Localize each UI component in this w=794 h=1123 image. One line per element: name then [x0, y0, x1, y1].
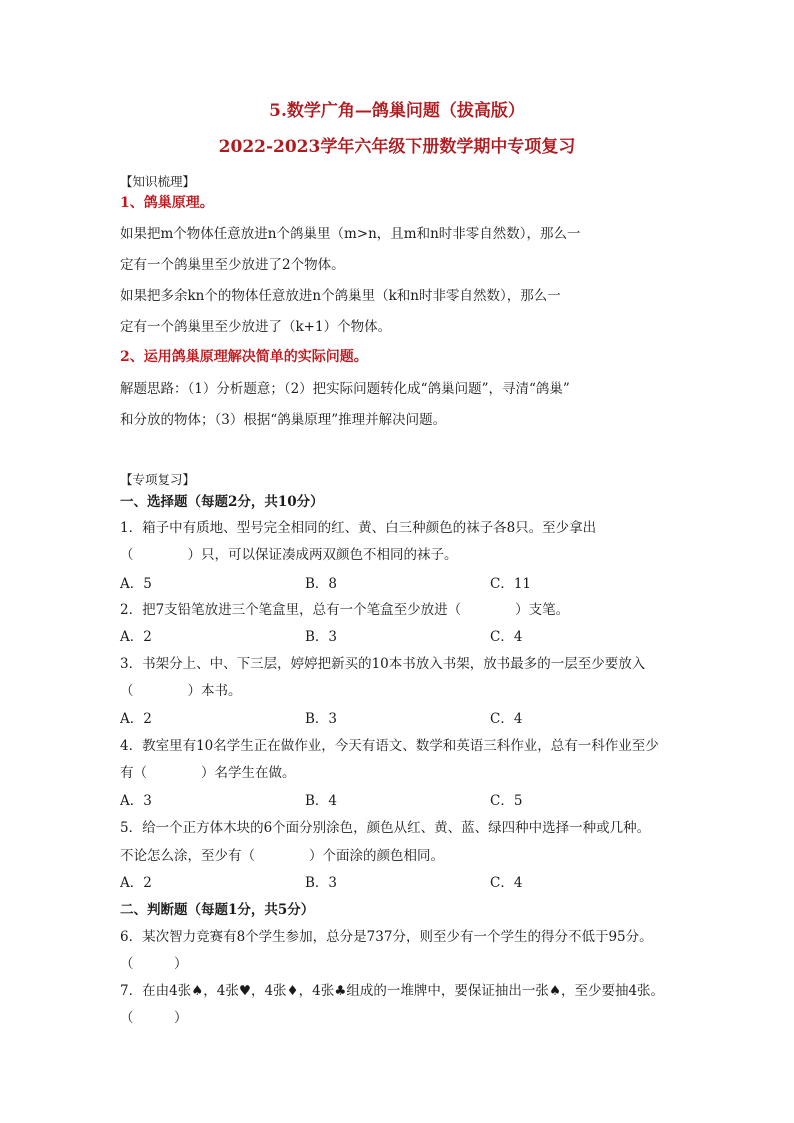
question-4-text: 有（ ）名学生在做。 [120, 765, 296, 781]
page-subtitle: 2022-2023学年六年级下册数学期中专项复习 [218, 137, 576, 157]
question-5-text: 5．给一个正方体木块的6个面分别涂色，颜色从红、黄、蓝、绿四种中选择一种或几种。 [120, 820, 651, 836]
option-a[interactable]: A．2 [120, 629, 152, 645]
knowledge-text: 定有一个鸽巢里至少放进了（k+1）个物体。 [120, 319, 392, 335]
page-title: 5.数学广角—鸽巢问题（拔高版） [269, 101, 525, 121]
knowledge-text: 如果把多余kn个的物体任意放进n个鸽巢里（k和n时非零自然数），那么一 [120, 288, 561, 304]
option-c[interactable]: C．4 [490, 711, 523, 727]
section-heading-choice: 一、选择题（每题2分，共10分） [120, 494, 324, 510]
option-c[interactable]: C．4 [490, 875, 523, 891]
question-6-text: 6．某次智力竞赛有8个学生参加，总分是737分，则至少有一个学生的得分不低于95分。 [120, 929, 653, 945]
option-b[interactable]: B．3 [305, 711, 338, 727]
option-b[interactable]: B．8 [305, 576, 338, 592]
question-3-text: （ ）本书。 [120, 683, 242, 699]
option-b[interactable]: B．4 [305, 793, 338, 809]
question-7-text: 7．在由4张♠，4张♥，4张♦，4张♣组成的一堆牌中，要保证抽出一张♠，至少要抽4张。 [120, 983, 665, 999]
knowledge-text: 如果把m个物体任意放进n个鸽巢里（m>n，且m和n时非零自然数），那么一 [120, 226, 581, 242]
answer-blank[interactable]: （ ） [120, 1010, 188, 1026]
option-c[interactable]: C．5 [490, 793, 523, 809]
question-1-text: （ ）只，可以保证凑成两双颜色不相同的袜子。 [120, 547, 458, 563]
section-heading-judge: 二、判断题（每题1分，共5分） [120, 902, 315, 918]
option-b[interactable]: B．3 [305, 629, 338, 645]
knowledge-text: 和分放的物体；（3）根据“鸽巢原理”推理并解决问题。 [120, 412, 447, 428]
question-3-text: 3．书架分上、中、下三层，婷婷把新买的10本书放入书架，放书最多的一层至少要放入 [120, 656, 646, 672]
knowledge-heading-2: 2、运用鸽巢原理解决简单的实际问题。 [120, 349, 368, 365]
option-a[interactable]: A．5 [120, 576, 152, 592]
knowledge-heading-1: 1、鸽巢原理。 [120, 195, 214, 211]
knowledge-text: 定有一个鸽巢里至少放进了2个物体。 [120, 257, 345, 273]
question-4-text: 4．教室里有10名学生正在做作业，今天有语文、数学和英语三科作业，总有一科作业至少 [120, 738, 659, 754]
knowledge-label: 【知识梳理】 [120, 174, 196, 189]
question-5-text: 不论怎么涂，至少有（ ）个面涂的颜色相同。 [120, 848, 444, 864]
knowledge-text: 解题思路：（1）分析题意；（2）把实际问题转化成“鸽巢问题”，寻清“鸽巢” [120, 381, 570, 397]
option-a[interactable]: A．3 [120, 793, 152, 809]
option-a[interactable]: A．2 [120, 711, 152, 727]
answer-blank[interactable]: （ ） [120, 956, 188, 972]
option-b[interactable]: B．3 [305, 875, 338, 891]
question-2-text: 2．把7支铅笔放进三个笔盒里，总有一个笔盒至少放进（ ）支笔。 [120, 602, 570, 618]
review-label: 【专项复习】 [120, 472, 196, 487]
option-c[interactable]: C．4 [490, 629, 523, 645]
option-a[interactable]: A．2 [120, 875, 152, 891]
option-c[interactable]: C．11 [490, 576, 532, 592]
question-1-text: 1．箱子中有质地、型号完全相同的红、黄、白三种颜色的袜子各8只。至少拿出 [120, 520, 597, 536]
